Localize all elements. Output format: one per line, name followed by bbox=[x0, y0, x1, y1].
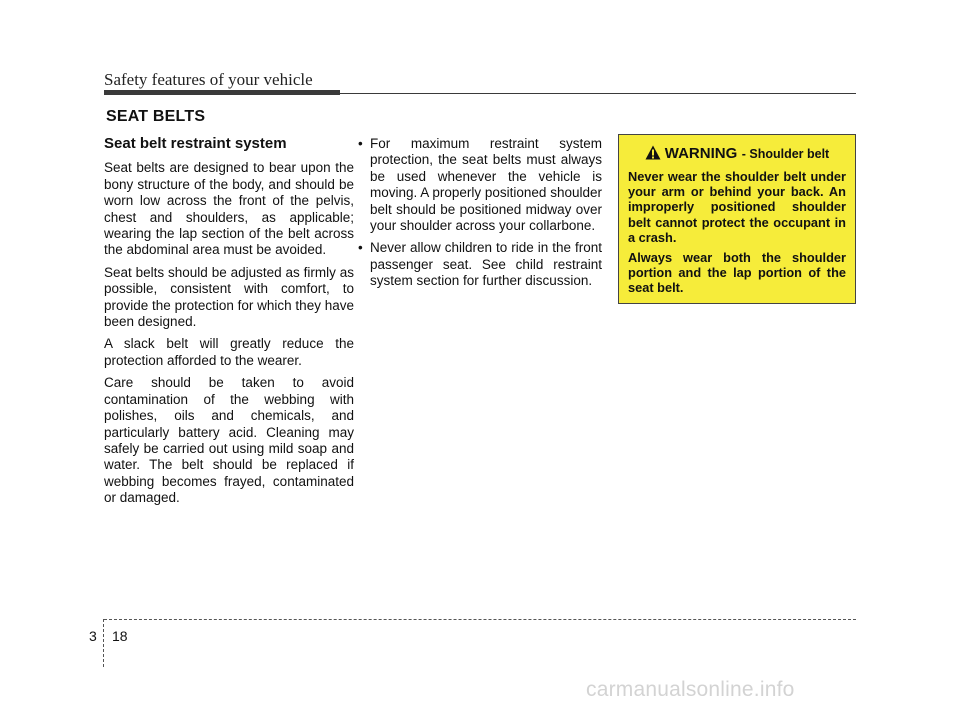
middle-column bbox=[355, 136, 602, 296]
header-rule-thick bbox=[104, 90, 340, 95]
footer-vertical-rule bbox=[103, 619, 104, 667]
warning-box bbox=[618, 134, 856, 304]
warning-text: Always wear both the shoulder portion and the lap portion of the seat belt. bbox=[628, 250, 846, 296]
header-title: Safety features of your vehicle bbox=[104, 70, 313, 89]
footer-divider bbox=[104, 619, 856, 620]
warning-header bbox=[628, 145, 846, 165]
paragraph: Care should be taken to avoid contamination of the webbing with polishes, oils and chemicals, and particularly battery acid. Cleaning may safely be carried out using mild soap and water. The belt should be replaced if webbing becomes frayed, contaminated or damaged. bbox=[104, 375, 354, 506]
warning-triangle-icon bbox=[645, 145, 661, 165]
paragraph: Seat belts are designed to bear upon the bony structure of the body, and should be worn low across the front of the pelvis, chest and shoulders, as applicable; wearing the lap section of the belt across the abdominal area must be avoided. bbox=[104, 160, 354, 258]
warning-subtitle: - Shoulder belt bbox=[741, 147, 830, 161]
list-item: • Never allow children to ride in the front passenger seat. See child restraint system section for further discussion. bbox=[355, 240, 602, 289]
paragraph: Seat belts should be adjusted as firmly as possible, consistent with comfort, to provide the protection for which they have been designed. bbox=[104, 264, 354, 330]
subheading: Seat belt restraint system bbox=[104, 135, 287, 152]
watermark: carmanualsonline.info bbox=[586, 678, 795, 701]
list-item: • For maximum restraint system protection, the seat belts must always be used whenever the vehicle is moving. A properly positioned shoulder belt should be positioned midway over your shoulder across your collarbone. bbox=[355, 136, 602, 234]
header-rule-thin bbox=[340, 93, 856, 94]
page-number: 18 bbox=[112, 628, 128, 644]
bullet-list bbox=[355, 136, 602, 290]
chapter-number: 3 bbox=[89, 628, 97, 644]
warning-text: Never wear the shoulder belt under your arm or behind your back. An improperly positioned shoulder belt cannot protect the occupant in a crash. bbox=[628, 169, 846, 245]
section-title: SEAT BELTS bbox=[106, 108, 206, 125]
paragraph: A slack belt will greatly reduce the protection afforded to the wearer. bbox=[104, 336, 354, 368]
left-column bbox=[104, 136, 354, 513]
warning-label: WARNING bbox=[664, 145, 738, 162]
